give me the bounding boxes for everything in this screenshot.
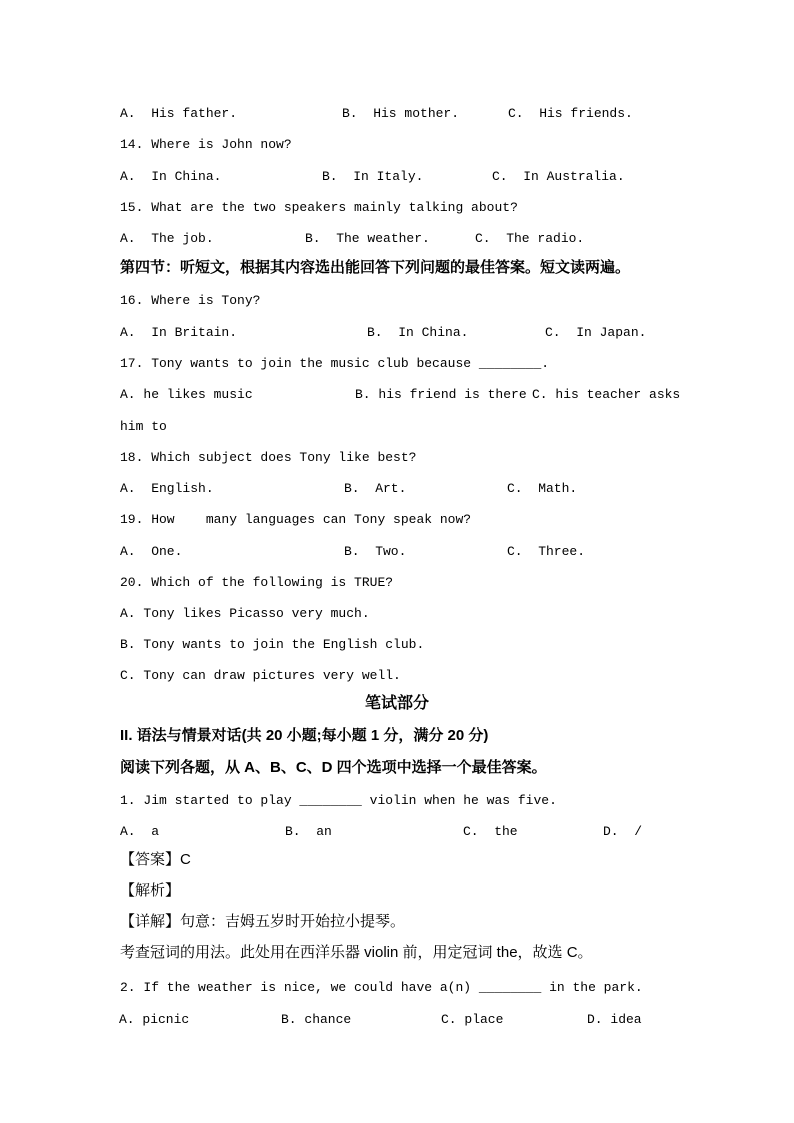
question-17: 17. Tony wants to join the music club because ________. <box>120 356 550 371</box>
q14-option-b: B. In Italy. <box>322 169 424 184</box>
q13-option-a: A. His father. <box>120 106 238 121</box>
q17-option-a: A. he likes music <box>120 387 253 402</box>
section4-header: 第四节：听短文，根据其内容选出能回答下列问题的最佳答案。短文读两遍。 <box>120 259 631 276</box>
question-1: 1. Jim started to play ________ violin when he was five. <box>120 793 557 808</box>
q15-option-b: B. The weather. <box>305 231 430 246</box>
q13-option-c: C. His friends. <box>508 106 633 121</box>
q16-option-c: C. In Japan. <box>545 325 647 340</box>
q1-option-c: C. the <box>463 824 518 839</box>
q14-option-c: C. In Australia. <box>492 169 625 184</box>
q1-answer: 【答案】C <box>120 851 191 868</box>
q20-option-b: B. Tony wants to join the English club. <box>120 637 425 652</box>
q2-option-a: A. picnic <box>119 1012 190 1027</box>
q13-options-row <box>0 104 794 126</box>
q20-option-c: C. Tony can draw pictures very well. <box>120 668 401 683</box>
q17-option-b: B. his friend is there <box>355 387 527 402</box>
q1-option-a: A. a <box>120 824 160 839</box>
q15-options-row <box>0 229 794 251</box>
q1-option-b: B. an <box>285 824 332 839</box>
q2-option-b: B. chance <box>281 1012 352 1027</box>
q19-option-b: B. Two. <box>344 544 407 559</box>
part2-instruction: 阅读下列各题，从 A、B、C、D 四个选项中选择一个最佳答案。 <box>120 759 547 776</box>
q16-option-a: A. In Britain. <box>120 325 238 340</box>
question-2: 2. If the weather is nice, we could have a(n) ________ in the park. <box>120 980 643 995</box>
q2-option-c: C. place <box>441 1012 504 1027</box>
q1-option-d: D. / <box>603 824 643 839</box>
question-19: 19. How many languages can Tony speak now? <box>120 512 472 527</box>
q15-option-c: C. The radio. <box>475 231 585 246</box>
q2-options-row <box>0 1010 794 1032</box>
question-15: 15. What are the two speakers mainly talking about? <box>120 200 518 215</box>
q16-option-b: B. In China. <box>367 325 469 340</box>
q20-option-a: A. Tony likes Picasso very much. <box>120 606 370 621</box>
q18-options-row <box>0 479 794 501</box>
q19-options-row <box>0 542 794 564</box>
q13-option-b: B. His mother. <box>342 106 460 121</box>
q18-option-a: A. English. <box>120 481 214 496</box>
q14-options-row <box>0 167 794 189</box>
written-section-title: 笔试部分 <box>364 695 429 712</box>
question-14: 14. Where is John now? <box>120 137 292 152</box>
q19-option-a: A. One. <box>120 544 183 559</box>
q17-option-c-wrap: him to <box>120 419 167 434</box>
q1-detail-line1: 【详解】句意：吉姆五岁时开始拉小提琴。 <box>120 913 406 930</box>
question-18: 18. Which subject does Tony like best? <box>120 450 417 465</box>
q1-analysis: 【解析】 <box>120 882 181 899</box>
question-20: 20. Which of the following is TRUE? <box>120 575 394 590</box>
question-16: 16. Where is Tony? <box>120 293 261 308</box>
q16-options-row <box>0 323 794 345</box>
q17-options-row <box>0 385 794 407</box>
q19-option-c: C. Three. <box>507 544 586 559</box>
q1-detail-line2: 考查冠词的用法。此处用在西洋乐器 violin 前，用定冠词 the，故选 C。 <box>120 944 593 961</box>
part2-header: II. 语法与情景对话(共 20 小题;每小题 1 分，满分 20 分) <box>120 727 489 744</box>
q17-option-c: C. his teacher asks <box>532 387 681 402</box>
q15-option-a: A. The job. <box>120 231 214 246</box>
q2-option-d: D. idea <box>587 1012 642 1027</box>
q18-option-b: B. Art. <box>344 481 407 496</box>
q14-option-a: A. In China. <box>120 169 222 184</box>
q1-options-row <box>0 822 794 844</box>
q18-option-c: C. Math. <box>507 481 578 496</box>
